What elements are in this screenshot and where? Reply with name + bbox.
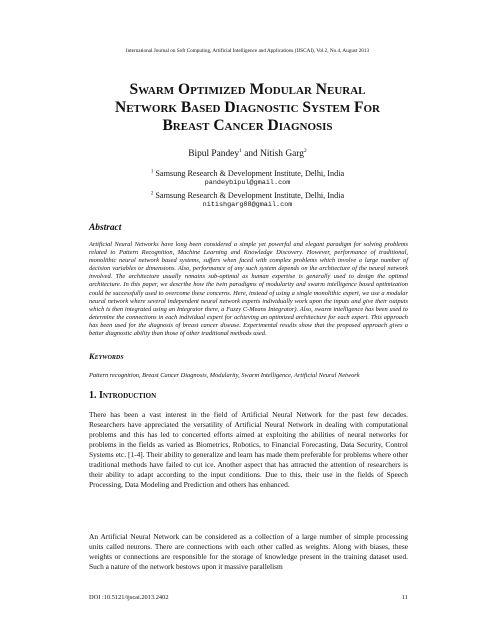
affiliation-institution: Samsung Research & Development Institute, Delhi, India <box>153 169 345 178</box>
doi-text: DOI :10.5121/ijscai.2013.2402 <box>89 594 169 601</box>
page-footer <box>89 594 408 601</box>
page-number: 11 <box>401 594 408 601</box>
affiliation-mark: 2 <box>150 191 154 197</box>
keywords-text: Pattern recognition, Breast Cancer Diagnosis, Modularity, Swarm Intelligence, Artificial Neural Network <box>89 372 360 379</box>
affiliation <box>0 191 495 210</box>
keywords-heading: Keywords <box>89 352 124 361</box>
affiliation-institution: Samsung Research & Development Institute, Delhi, India <box>153 191 345 200</box>
body-paragraph: An Artificial Neural Network can be considered as a collection of a large number of simple processing units called neurons. There are connections with each other called as weights. Along with biases, these weights or connections are responsible for the storage of knowledge present in the training dataset used. Such a nature of the network bestows upon it massive parallelism <box>89 532 408 571</box>
body-paragraph: There has been a vast interest in the field of Artificial Neural Network for the past few decades. Researchers have appreciated the versatility of Artificial Neural Network in dealing with computational problems and this has led to concerted efforts aimed at exploiting the abilities of neural networks for problems in the fields as varied as Biometrics, Robotics, to Financial Forecasting, Data Security, Control Systems etc. [1-4]. Their ability to generalize and learn has made them preferable for problems where other traditional methods have failed to cut ice. Another aspect that has attracted the attention of researchers is their ability to adapt according to the input conditions. Due to this, their use in the fields of Speech Processing, Data Modeling and Prediction and others has enhanced. <box>89 410 408 489</box>
author-list <box>0 149 495 159</box>
author-name: Bipul Pandey <box>188 149 240 159</box>
affiliation-mark: 1 <box>239 147 242 154</box>
abstract-text: Artificial Neural Networks have long been considered a simple yet powerful and elegant paradigm for solving problems related to Pattern Recognition, Machine Learning and Knowledge Discovery. However, performance of traditional, monolithic neural network based systems, suffers when faced with complex problems which involve a large number of decision variables or dimensions. Also, performance of any such system depends on the architecture of the neural network involved. The architecture usually remains sub-optimal as human expertise is generally used to design the optimal architecture. In this paper, we describe how the twin paradigms of modularity and swarm intelligence based optimization could be successfully used to overcome these concerns. Here, instead of using a single monolithic expert, we use a modular neural network where several independent neural network experts individually work upon the inputs and give their outputs which is then integrated using an Integrator there, a Fuzzy C-Means Integrator). Also, swarm intelligence has been used to determine the connections in each individual expert for achieving an optimized architecture for each expert. This approach has been used for the diagnosis of breast cancer disease. Experimental results show that the proposed approach gives a better diagnostic ability than those of other traditional methods used. <box>89 241 408 338</box>
title-line: Swarm Optimized Modular Neural <box>129 81 366 98</box>
title-line: Network Based Diagnostic System For <box>115 99 380 116</box>
abstract-heading: Abstract <box>89 223 122 233</box>
affiliation <box>0 169 495 188</box>
section-heading: 1. Introduction <box>89 390 157 401</box>
author-email: nitishgarg88@gmail.com <box>202 201 293 209</box>
author-conjunction: and <box>241 149 261 159</box>
author-email: pandeybipul@gmail.com <box>204 179 291 187</box>
journal-header: International Journal on Soft Computing, Artificial Intelligence and Applications (IJSCAI), Vol.2, No.4, August 2013 <box>125 48 370 54</box>
paper-title <box>60 81 435 135</box>
affiliation-mark: 2 <box>303 147 307 154</box>
title-line: Breast Cancer Diagnosis <box>162 117 333 134</box>
affiliation-mark: 1 <box>150 169 154 175</box>
author-name: Nitish Garg <box>260 149 304 159</box>
